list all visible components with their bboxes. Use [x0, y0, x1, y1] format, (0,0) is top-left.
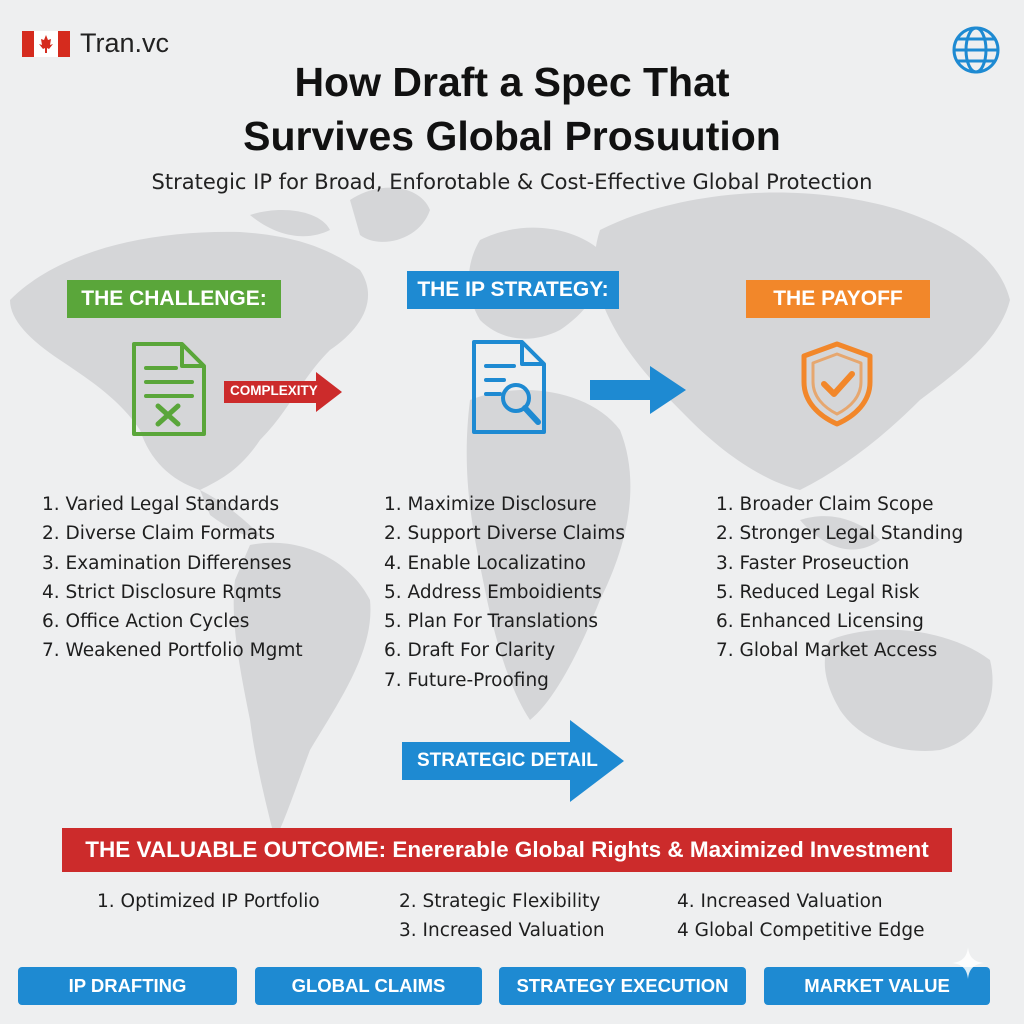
tab-global-claims[interactable]: GLOBAL CLAIMS	[255, 967, 482, 1005]
strategic-detail-arrow	[402, 720, 624, 802]
canada-flag-icon	[22, 31, 70, 57]
list-item: 7. Weakened Portfolio Mgmt	[42, 640, 303, 662]
list-item: 6. Office Action Cycles	[42, 611, 250, 633]
tab-ip-drafting[interactable]: IP DRAFTING	[18, 967, 237, 1005]
list-item: 4. Enable Localizatino	[384, 552, 587, 574]
challenge-list	[42, 490, 303, 666]
list-item: 6. Draft For Clarity	[384, 640, 556, 662]
payoff-list	[716, 490, 963, 666]
list-item: 5. Plan For Translations	[384, 611, 598, 633]
list-item: 3. Examination Differenses	[42, 552, 292, 574]
title-line-1: How Draft a Spec That	[294, 59, 730, 105]
list-item: 7. Global Market Access	[716, 640, 938, 662]
outcome-item: 1. Optimized IP Portfolio	[97, 891, 320, 912]
list-item: 2. Diverse Claim Formats	[42, 523, 276, 545]
list-item: 7. Future-Proofing	[384, 669, 549, 691]
strategy-header: THE IP STRATEGY:	[407, 271, 619, 309]
list-item: 1. Varied Legal Standards	[42, 494, 280, 515]
outcome-banner: THE VALUABLE OUTCOME: Enererable Global Rights & Maximized Investment	[62, 828, 952, 872]
sparkle-icon	[950, 945, 986, 981]
challenge-header: THE CHALLENGE:	[67, 280, 281, 318]
strategy-arrow-icon	[590, 366, 686, 414]
strategy-list	[384, 490, 625, 695]
document-search-icon	[470, 338, 550, 436]
list-item: 2. Support Diverse Claims	[384, 523, 625, 545]
complexity-arrow	[224, 372, 342, 412]
list-item: 5. Reduced Legal Risk	[716, 581, 920, 603]
outcome-item: 3. Increased Valuation	[399, 920, 605, 941]
list-item: 2. Stronger Legal Standing	[716, 523, 964, 545]
outcome-item: 4 Global Competitive Edge	[677, 920, 925, 941]
title-line-2: Survives Global Prosuution	[243, 113, 781, 159]
strategic-detail-label: STRATEGIC DETAIL	[417, 750, 598, 771]
outcome-item: 2. Strategic Flexibility	[399, 891, 601, 912]
brand	[22, 28, 169, 59]
brand-name: Tran.vc	[80, 28, 170, 58]
list-item: 1. Broader Claim Scope	[716, 494, 934, 515]
subtitle: Strategic IP for Broad, Enforotable & Cost-Effective Global Protection	[151, 170, 873, 194]
complexity-label: COMPLEXITY	[230, 383, 318, 398]
tab-market-value[interactable]: MARKET VALUE	[764, 967, 990, 1005]
list-item: 4. Strict Disclosure Rqmts	[42, 581, 282, 603]
list-item: 1. Maximize Disclosure	[384, 494, 597, 515]
tab-strategy-execution[interactable]: STRATEGY EXECUTION	[499, 967, 746, 1005]
shield-check-icon	[800, 340, 874, 428]
list-item: 5. Address Emboidients	[384, 581, 602, 603]
list-item: 6. Enhanced Licensing	[716, 611, 924, 633]
outcome-item: 4. Increased Valuation	[677, 891, 883, 912]
payoff-header: THE PAYOFF	[746, 280, 930, 318]
document-x-icon	[130, 340, 210, 438]
list-item: 3. Faster Proseuction	[716, 552, 910, 574]
